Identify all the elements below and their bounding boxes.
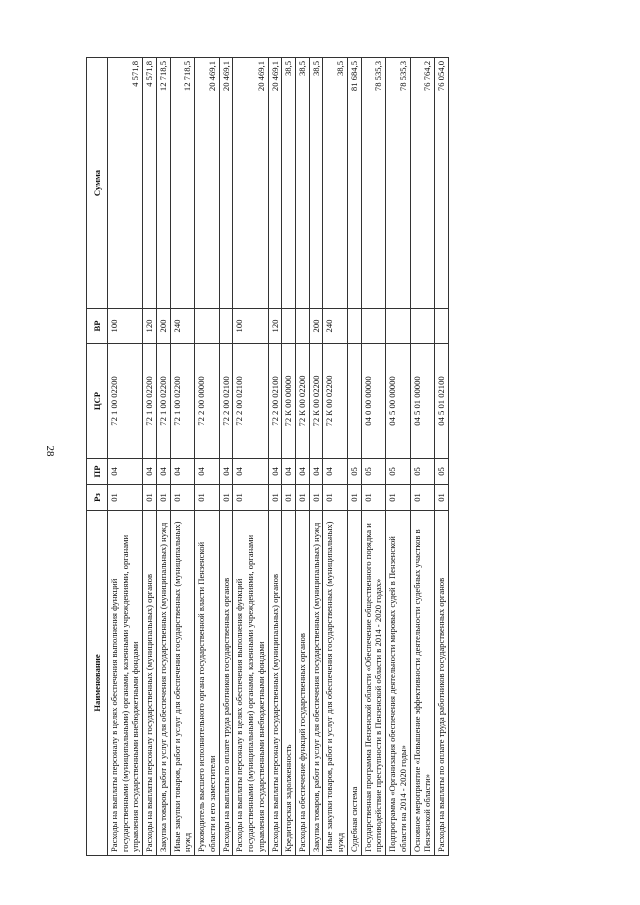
cell-csr: 72 2 00 02100 xyxy=(268,344,282,459)
header-csr: ЦСР xyxy=(87,344,108,459)
cell-csr: 04 5 00 00000 xyxy=(386,344,410,459)
cell-rz: 01 xyxy=(195,485,219,511)
cell-name: Расходы на выплаты персоналу государственных (муниципальных) органов xyxy=(143,511,157,856)
budget-table xyxy=(86,57,449,856)
table-row xyxy=(435,58,449,856)
cell-name: Основное мероприятие «Повышение эффективности деятельности судебных участков в Пензенской области» xyxy=(410,511,434,856)
cell-csr: 72 2 00 00000 xyxy=(195,344,219,459)
cell-vr xyxy=(361,309,385,344)
cell-pr: 04 xyxy=(309,459,323,485)
cell-sum: 38,5 xyxy=(323,58,347,309)
cell-rz: 01 xyxy=(323,485,347,511)
cell-rz: 01 xyxy=(309,485,323,511)
cell-name: Кредиторская задолженность xyxy=(282,511,296,856)
cell-rz: 01 xyxy=(282,485,296,511)
table-row xyxy=(282,58,296,856)
cell-csr: 04 5 01 02100 xyxy=(435,344,449,459)
cell-rz: 01 xyxy=(219,485,233,511)
cell-vr: 240 xyxy=(170,309,194,344)
cell-sum: 20 469,1 xyxy=(268,58,282,309)
table-row xyxy=(170,58,194,856)
header-sum: Сумма xyxy=(87,58,108,309)
cell-sum: 76 764,2 xyxy=(410,58,434,309)
cell-name: Расходы на выплаты по оплате труда работников государственных органов xyxy=(435,511,449,856)
cell-pr: 05 xyxy=(347,459,361,485)
cell-pr: 05 xyxy=(435,459,449,485)
table-row xyxy=(386,58,410,856)
cell-rz: 01 xyxy=(233,485,268,511)
cell-sum: 4 571,8 xyxy=(108,58,143,309)
cell-vr: 100 xyxy=(233,309,268,344)
cell-name: Иные закупки товаров, работ и услуг для обеспечения государственных (муниципальных) нужд xyxy=(170,511,194,856)
header-rz: Рз xyxy=(87,485,108,511)
table-row xyxy=(108,58,143,856)
table-row xyxy=(268,58,282,856)
cell-rz: 01 xyxy=(268,485,282,511)
cell-vr xyxy=(219,309,233,344)
table-row xyxy=(233,58,268,856)
table-row xyxy=(361,58,385,856)
cell-csr: 72 1 00 02200 xyxy=(170,344,194,459)
cell-sum: 76 054,0 xyxy=(435,58,449,309)
cell-pr: 04 xyxy=(268,459,282,485)
cell-pr: 05 xyxy=(361,459,385,485)
cell-csr: 72 1 00 02200 xyxy=(156,344,170,459)
cell-csr: 72 К 00 00000 xyxy=(282,344,296,459)
cell-rz: 01 xyxy=(347,485,361,511)
cell-vr: 120 xyxy=(268,309,282,344)
cell-name: Закупка товаров, работ и услуг для обеспечения государственных (муниципальных) нужд xyxy=(309,511,323,856)
cell-sum: 12 718,5 xyxy=(170,58,194,309)
cell-rz: 01 xyxy=(386,485,410,511)
cell-rz: 01 xyxy=(410,485,434,511)
cell-vr: 200 xyxy=(156,309,170,344)
cell-name: Иные закупки товаров, работ и услуг для обеспечения государственных (муниципальных) нужд xyxy=(323,511,347,856)
cell-pr: 04 xyxy=(233,459,268,485)
header-name: Наименование xyxy=(87,511,108,856)
cell-vr: 200 xyxy=(309,309,323,344)
cell-sum: 78 535,3 xyxy=(361,58,385,309)
cell-name: Закупка товаров, работ и услуг для обеспечения государственных (муниципальных) нужд xyxy=(156,511,170,856)
cell-vr xyxy=(347,309,361,344)
cell-name: Расходы на обеспечение функций государственных органов xyxy=(296,511,310,856)
cell-sum: 12 718,5 xyxy=(156,58,170,309)
cell-csr: 72 2 00 02100 xyxy=(233,344,268,459)
cell-csr xyxy=(347,344,361,459)
cell-name: Государственная программа Пензенской области «Обеспечение общественного порядка и противодействие преступности в Пензенской области в 2014 - 2020 годах» xyxy=(361,511,385,856)
cell-sum: 38,5 xyxy=(309,58,323,309)
cell-sum: 81 684,5 xyxy=(347,58,361,309)
cell-csr: 72 К 00 02200 xyxy=(309,344,323,459)
cell-vr xyxy=(386,309,410,344)
table-row xyxy=(347,58,361,856)
cell-vr xyxy=(435,309,449,344)
cell-sum: 4 571,8 xyxy=(143,58,157,309)
table-row xyxy=(156,58,170,856)
cell-vr: 240 xyxy=(323,309,347,344)
cell-name: Расходы на выплаты персоналу в целях обеспечения выполнения функций государственными (муниципальными) органами, казенными учреждениями, органами управления государственными внебюджетными фондами xyxy=(233,511,268,856)
cell-name: Судебная система xyxy=(347,511,361,856)
cell-rz: 01 xyxy=(170,485,194,511)
cell-csr: 04 5 01 00000 xyxy=(410,344,434,459)
cell-vr xyxy=(296,309,310,344)
cell-csr: 72 К 00 02200 xyxy=(296,344,310,459)
cell-csr: 72 К 00 02200 xyxy=(323,344,347,459)
table-row xyxy=(219,58,233,856)
cell-sum: 20 469,1 xyxy=(233,58,268,309)
cell-rz: 01 xyxy=(435,485,449,511)
cell-pr: 04 xyxy=(156,459,170,485)
table-row xyxy=(323,58,347,856)
cell-pr: 04 xyxy=(296,459,310,485)
cell-pr: 04 xyxy=(282,459,296,485)
cell-pr: 04 xyxy=(219,459,233,485)
cell-csr: 72 1 00 02200 xyxy=(143,344,157,459)
cell-csr: 72 2 00 02100 xyxy=(219,344,233,459)
cell-csr: 04 0 00 00000 xyxy=(361,344,385,459)
cell-sum: 38,5 xyxy=(296,58,310,309)
cell-sum: 78 535,3 xyxy=(386,58,410,309)
cell-name: Расходы на выплаты по оплате труда работников государственных органов xyxy=(219,511,233,856)
cell-name: Подпрограмма «Организация обеспечения деятельности мировых судей в Пензенской области на 2014 - 2020 годы» xyxy=(386,511,410,856)
table-row xyxy=(296,58,310,856)
cell-pr: 04 xyxy=(143,459,157,485)
cell-pr: 05 xyxy=(410,459,434,485)
cell-pr: 04 xyxy=(108,459,143,485)
cell-pr: 05 xyxy=(386,459,410,485)
cell-rz: 01 xyxy=(108,485,143,511)
cell-name: Руководитель высшего исполнительного органа государственной власти Пензенской области и его заместители xyxy=(195,511,219,856)
cell-pr: 04 xyxy=(323,459,347,485)
rotated-budget-table-container xyxy=(86,58,449,856)
cell-rz: 01 xyxy=(143,485,157,511)
table-row xyxy=(309,58,323,856)
cell-name: Расходы на выплаты персоналу в целях обеспечения выполнения функций государственными (муниципальными) органами, казенными учреждениями, органами управления государственными внебюджетными фондами xyxy=(108,511,143,856)
cell-rz: 01 xyxy=(296,485,310,511)
cell-pr: 04 xyxy=(170,459,194,485)
cell-vr xyxy=(410,309,434,344)
cell-sum: 38,5 xyxy=(282,58,296,309)
page-number: 28 xyxy=(44,445,56,457)
header-pr: ПР xyxy=(87,459,108,485)
cell-sum: 20 469,1 xyxy=(219,58,233,309)
cell-rz: 01 xyxy=(156,485,170,511)
cell-rz: 01 xyxy=(361,485,385,511)
cell-csr: 72 1 00 02200 xyxy=(108,344,143,459)
header-vr: ВР xyxy=(87,309,108,344)
table-row xyxy=(143,58,157,856)
cell-vr: 100 xyxy=(108,309,143,344)
table-row xyxy=(410,58,434,856)
cell-pr: 04 xyxy=(195,459,219,485)
cell-sum: 20 469,1 xyxy=(195,58,219,309)
cell-name: Расходы на выплаты персоналу государственных (муниципальных) органов xyxy=(268,511,282,856)
table-header-row xyxy=(87,58,108,856)
cell-vr xyxy=(195,309,219,344)
cell-vr: 120 xyxy=(143,309,157,344)
cell-vr xyxy=(282,309,296,344)
table-row xyxy=(195,58,219,856)
